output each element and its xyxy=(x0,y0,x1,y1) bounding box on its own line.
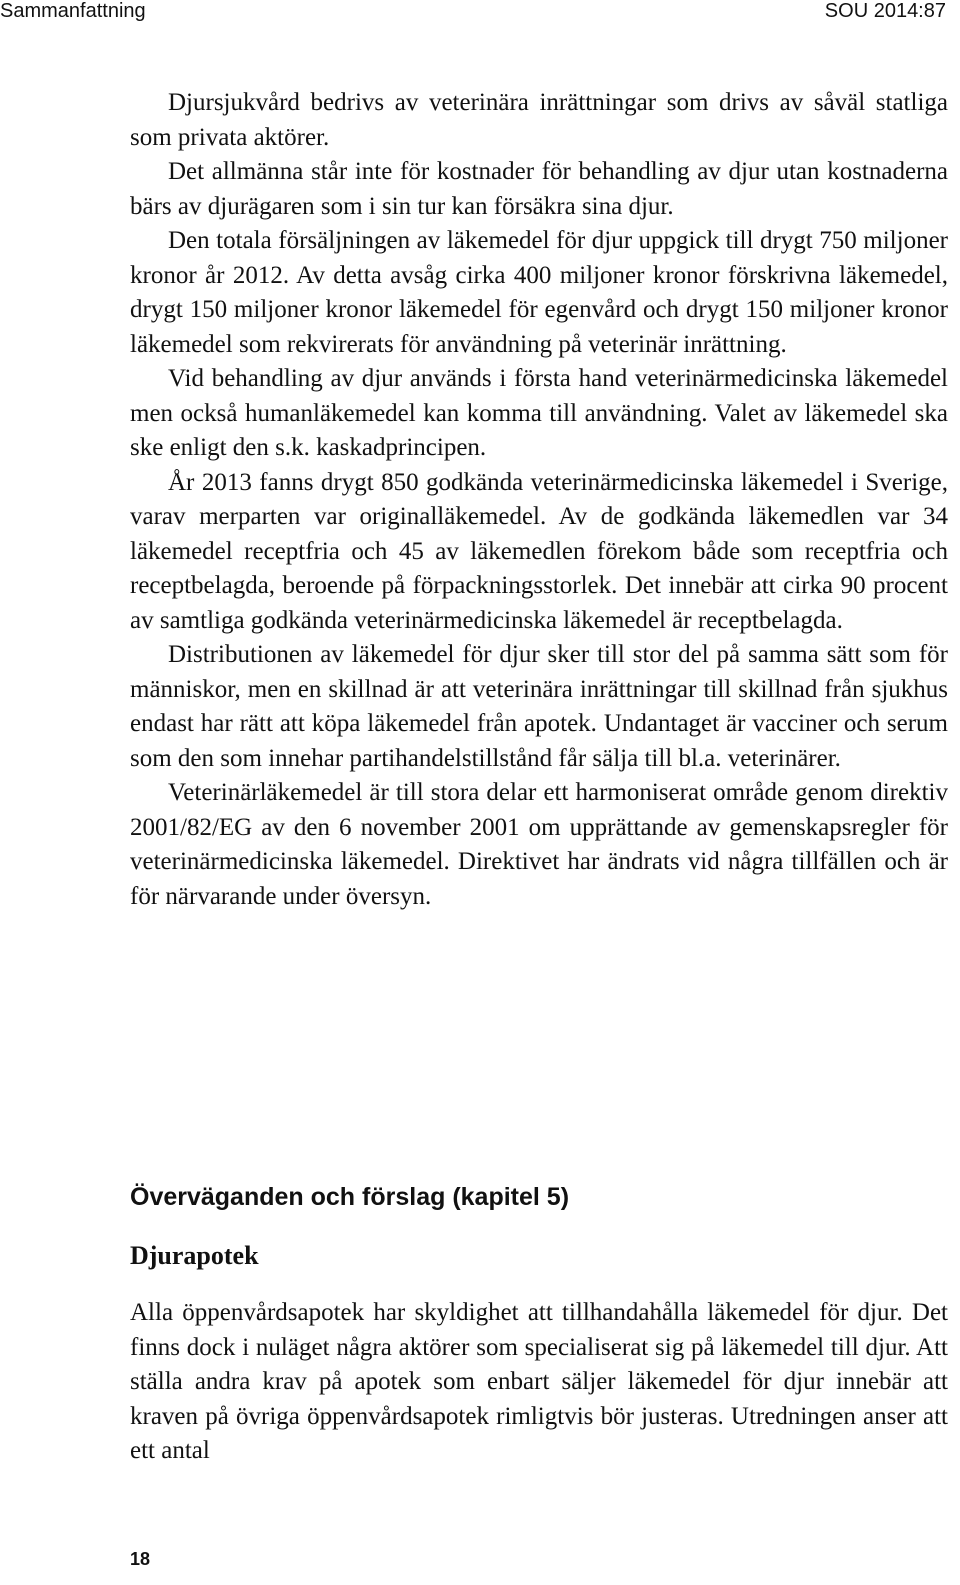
paragraph: Den totala försäljningen av läkemedel för djur uppgick till drygt 750 miljoner kronor år 2012. Av detta avsåg cirka 400 miljoner kronor förskrivna läkemedel, drygt 150 miljoner kronor läkemedel för egenvård och drygt 150 miljoner kronor läkemedel som rekvirerats för användning på veterinär inrättning. xyxy=(130,227,948,358)
paragraph: Veterinärläkemedel är till stora delar ett harmoniserat område genom direktiv 2001/82/EG av den 6 november 2001 om upprättande av gemenskapsregler för veterinärmedicinska läkemedel. Direktivet har ändrats vid några tillfällen och är för närvarande under översyn. xyxy=(130,779,948,910)
paragraph: Det allmänna står inte för kostnader för behandling av djur utan kostnaderna bärs av djurägaren som i sin tur kan försäkra sina djur. xyxy=(130,158,948,220)
page-number: 18 xyxy=(130,1549,151,1569)
running-header xyxy=(0,0,960,26)
header-document-id: SOU 2014:87 xyxy=(824,0,946,22)
header-section-title: Sammanfattning xyxy=(0,0,146,22)
paragraph: Vid behandling av djur används i första hand veterinärmedicinska läkemedel men också humanläkemedel kan komma till användning. Valet av läkemedel ska ske enligt den s.k. kaskadprincipen. xyxy=(130,365,948,461)
paragraph: År 2013 fanns drygt 850 godkända veterinärmedicinska läkemedel i Sverige, varav merparten var originalläkemedel. Av de godkända läkemedlen var 34 läkemedel receptfria och 45 av läkemedlen förekom både som receptfria och receptbelagda, beroende på förpackningsstorlek. Det innebär att cirka 90 procent av samtliga godkända veterinärmedicinska läkemedel är receptbelagda. xyxy=(130,468,948,634)
section-heading: Överväganden och förslag (kapitel 5) xyxy=(130,1183,570,1211)
intro-text-block xyxy=(130,86,948,914)
subsection-heading: Djurapotek xyxy=(130,1241,259,1270)
paragraph: Alla öppenvårdsapotek har skyldighet att tillhandahålla läkemedel för djur. Det finns dock i nuläget några aktörer som specialiserat sig på läkemedel till djur. Att ställa andra krav på apotek som enbart säljer läkemedel för djur innebär att kraven på övriga öppenvårdsapotek rimligtvis bör justeras. Utredningen anser att ett antal xyxy=(130,1299,948,1464)
paragraph: Djursjukvård bedrivs av veterinära inrättningar som drivs av såväl statliga som privata aktörer. xyxy=(130,89,948,151)
paragraph: Distributionen av läkemedel för djur sker till stor del på samma sätt som för människor, men en skillnad är att veterinära inrättningar till skillnad från sjukhus endast har rätt att köpa läkemedel från apotek. Undantaget är vacciner och serum som den som innehar partihandelstillstånd får sälja till bl.a. veterinärer. xyxy=(130,641,948,772)
section-text-block xyxy=(130,1296,948,1469)
